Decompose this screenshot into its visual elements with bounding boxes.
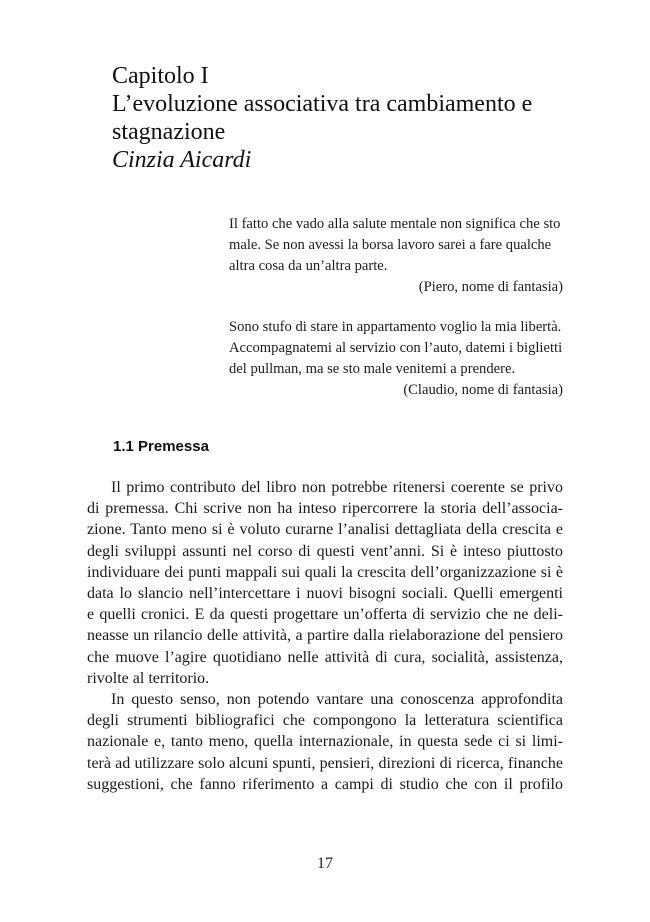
epigraph-line: Il fatto che vado alla salute mentale non significa che sto (229, 216, 561, 232)
body-text (87, 477, 563, 795)
page-number: 17 (317, 855, 333, 872)
text-line: degli sviluppi assunti nel corso di questi vent’anni. Si è inteso piuttosto (87, 542, 563, 560)
chapter-title-line-1: L’evoluzione associativa tra cambiamento e (112, 91, 533, 117)
text-line: nazionale e, tanto meno, quella internazionale, in questa sede ci si limi- (87, 733, 563, 751)
chapter-label: Capitolo I (112, 63, 209, 89)
text-line: di premessa. Chi scrive non ha inteso ripercorrere la storia dell’associa- (87, 500, 563, 518)
text-line: neasse un rilancio delle attività, a partire dalla rielaborazione del pensiero (87, 627, 563, 645)
epigraph-line: Accompagnatemi al servizio con l’auto, datemi i biglietti (229, 340, 563, 356)
text-line: rivolte al territorio. (87, 669, 210, 687)
epigraph-line: del pullman, ma se sto male venitemi a prendere. (229, 361, 516, 377)
chapter-header (112, 62, 552, 174)
section-heading: 1.1 Premessa (113, 438, 209, 455)
paragraph-1 (87, 477, 563, 689)
text-line: che muove l’agire quotidiano nelle attività di cura, socialità, assistenza, (87, 648, 563, 666)
epigraph-quote (229, 214, 563, 298)
text-line: Il primo contributo del libro non potrebbe ritenersi coerente se privo (111, 479, 563, 496)
text-line: individuare dei punti mappali sui quali la crescita dell’organizzazione si è (87, 563, 563, 581)
text-line: terà ad utilizzare solo alcuni spunti, pensieri, direzioni di ricerca, finanche (87, 754, 563, 772)
epigraph-quote (229, 317, 563, 401)
text-line: e quelli cronici. E da questi progettare un’offerta di servizio che ne deli- (87, 606, 563, 624)
text-line: In questo senso, non potendo vantare una conoscenza approfondita (111, 691, 563, 709)
text-line: suggestioni, che fanno riferimento a campi di studio che con il profilo (87, 775, 563, 793)
text-line: degli strumenti bibliografici che compongono la letteratura scientifica (87, 712, 563, 730)
text-line: data lo slancio nell’intercettare i nuovi bisogni sociali. Quelli emergenti (87, 585, 563, 603)
epigraph-attribution: (Claudio, nome di fantasia) (403, 382, 563, 398)
text-line: zione. Tanto meno si è voluto curarne l’analisi dettagliata della crescita e (87, 521, 563, 539)
chapter-author: Cinzia Aicardi (112, 147, 252, 173)
epigraph-line: altra cosa da un’altra parte. (229, 258, 388, 274)
paragraph-2 (87, 689, 563, 795)
epigraph-line: Sono stufo di stare in appartamento voglio la mia libertà. (229, 319, 562, 335)
epigraph-line: male. Se non avessi la borsa lavoro sarei a fare qualche (229, 237, 552, 253)
chapter-title-line-2: stagnazione (112, 119, 226, 145)
epigraph-attribution: (Piero, nome di fantasia) (418, 279, 563, 295)
